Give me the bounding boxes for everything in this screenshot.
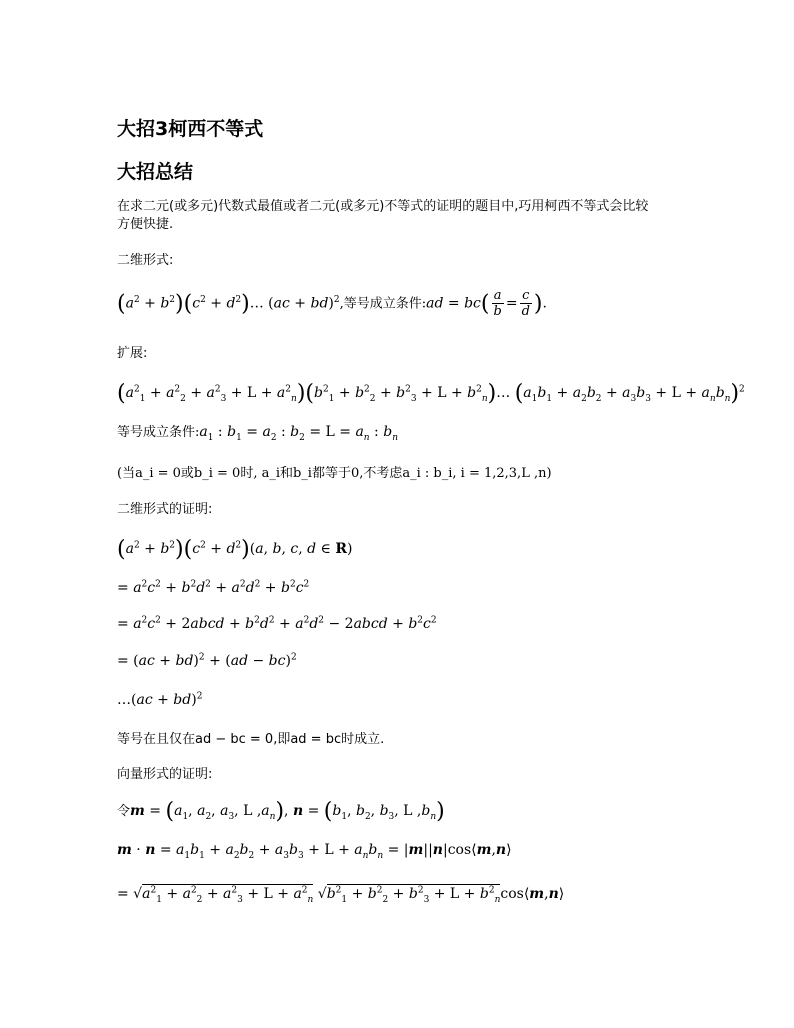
label-2d-form: 二维形式: xyxy=(117,253,174,268)
eq-cond-label: ,等号成立条件: xyxy=(339,296,427,312)
cond-prefix: 等号成立条件: xyxy=(117,425,200,440)
label-extension: 扩展: xyxy=(117,346,148,361)
label-vector-proof: 向量形式的证明: xyxy=(117,767,213,782)
equality-statement: 等号在且仅在ad − bc = 0,即ad = bc时成立. xyxy=(117,732,385,747)
note-line: (当a_i = 0或b_i = 0时, a_i和b_i都等于0,不考虑a_i : b_i, i = 1,2,3,L ,n) xyxy=(117,466,552,481)
proof-line-2: = $a^2c^2 + b^2d^2 + a^2d^2 + b^2c^2$ xyxy=(117,579,310,596)
proof-line-1: $(a^2 + b^2)(c^2 + d^2)(a$, b, c, d ∈ R) xyxy=(117,537,353,562)
formula-equality-condition: 等号成立条件$:a_1$ : $b_1 = a_2$ : $b_2 = L = a_n$ : $b_n$ xyxy=(117,424,398,443)
proof-line-4: = (ac + bd)$^2$ + (ad − bc)$^2$ xyxy=(117,652,297,669)
proof-line-3: = $a^2c^2$ + 2abcd + $b^2d^2 + a^2d^2$ − 2abcd + $b^2c^2$ xyxy=(117,615,437,632)
vector-definition: 令$m = (a_1$, $a_2$, $a_3$, L $,a_n$), $n = (b_1$, $b_2$, $b_3$, L $,b_n$) xyxy=(117,799,445,824)
intro-line-2: 方便快捷. xyxy=(117,217,174,232)
let-word: 令 xyxy=(117,804,131,819)
intro-line-1: 在求二元(或多元)代数式最值或者二元(或多元)不等式的证明的题目中,巧用柯西不等式会比较 xyxy=(117,199,649,214)
dot-product-line: $m \cdot n = a_1b_1 + a_2b_2 + a_3b_3 + L + a_nb_n$ = |m||n|cos⟨m,n⟩ xyxy=(117,842,512,861)
page-title: 大招3柯西不等式 xyxy=(117,118,264,140)
section-title: 大招总结 xyxy=(117,161,194,183)
label-2d-proof: 二维形式的证明: xyxy=(117,502,213,517)
formula-n-dim-inequality: $(a^2_1 + a^2_2 + a^2_3 + L + a^2_n)(b^2_1 + b^2_2 + b^2_3 + L$ + $b^2_n)\dots$ $(a_1b_1 + a_2b_2 + a_3b_3 + L + a_nb_n)^2$ xyxy=(117,381,745,406)
formula-2d-inequality: $(a^2 + b^2)(c^2$ + $d^2)\dots$ (ac + bd)$^2$,等号成立条件:ad = bc( $\frac{a}{b}$ = $\frac{c}{d}$ ). xyxy=(117,288,547,319)
norm-expansion-line: = $√a^2_1 + a^2_2 + a^2_3 + L + a^2_n$ $√b^2_1 + b^2_2 + b^2_3 + L$ + $b^2_n\cos⟨m,n⟩$ xyxy=(117,885,565,905)
proof-line-5: …(ac + bd)$^2$ xyxy=(117,691,203,708)
